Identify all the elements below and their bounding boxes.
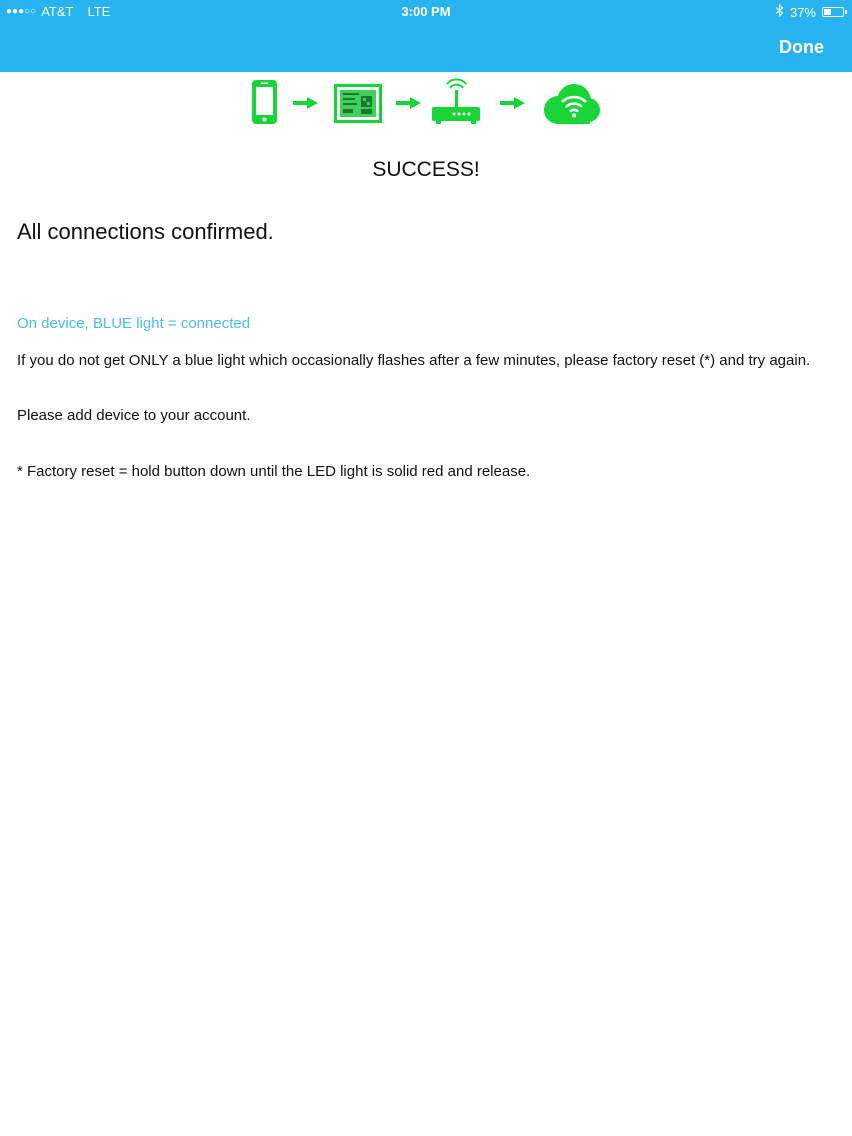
instruction-paragraph: If you do not get ONLY a blue light which occasionally flashes after a few minutes, please factory reset (*) and try again. [17,352,811,369]
page-title: SUCCESS! [372,158,480,181]
signal-strength-icon: ●●●○○ [6,6,37,17]
status-right [775,4,844,20]
router-icon [432,79,480,124]
factory-reset-footnote: * Factory reset = hold button down until the LED light is solid red and release. [17,463,531,480]
add-device-text: Please add device to your account. [17,407,251,424]
carrier-name: AT&T [41,4,74,19]
network-type: LTE [87,4,111,19]
cloud-wifi-icon [544,84,600,124]
battery-percent: 37% [789,4,816,20]
status-bar [0,0,852,24]
bluetooth-icon [775,4,784,20]
connection-flow [0,78,852,128]
battery-icon [822,7,844,17]
light-status-note: On device, BLUE light = connected [17,315,251,332]
arrow-right-icon [500,97,525,109]
arrow-right-icon [396,97,421,109]
status-headline: All connections confirmed. [17,219,274,244]
status-time: 3:00 PM [401,4,451,19]
phone-icon [252,80,277,124]
arrow-right-icon [293,97,318,109]
header-bar [0,0,852,72]
done-button[interactable]: Done [773,36,830,59]
device-icon [334,84,382,123]
